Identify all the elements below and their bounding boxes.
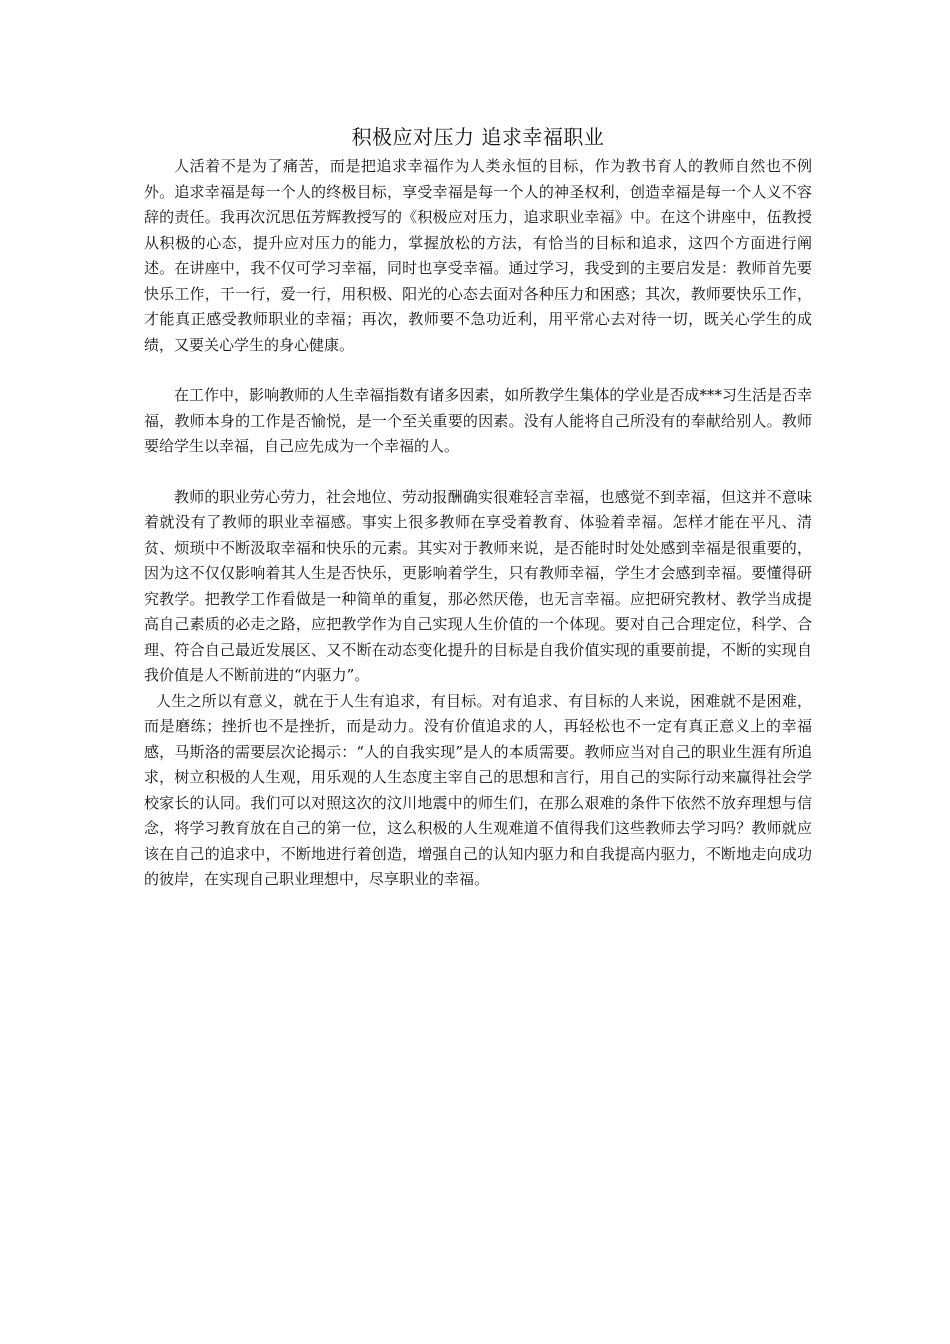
paragraph-teacher-happiness: 教师的职业劳心劳力，社会地位、劳动报酬确实很难轻言幸福，也感觉不到幸福，但这并不意味着就没有了教师的职业幸福感。事实上很多教师在享受着教育、体验着幸福。怎样才能在平凡、清贫、烦琐中不断汲取幸福和快乐的元素。其实对于教师来说，是否能时时处处感到幸福是很重要的，因为这不仅仅影响着其人生是否快乐，更影响着学生，只有教师幸福，学生才会感到幸福。要懂得研究教学。把教学工作看做是一种简单的重复，那必然厌倦，也无言幸福。应把研究教材、教学当成提高自己素质的必走之路，应把教学作为自己实现人生价值的一个体现。要对自己合理定位，科学、合理、符合自己最近发展区、又不断在动态变化提升的目标是自我价值实现的重要前提，不断的实现自我价值是人不断前进的“内驱力”。 bbox=[144, 487, 812, 684]
paragraph-spacer bbox=[144, 358, 812, 383]
paragraph-spacer bbox=[144, 460, 812, 485]
document-body bbox=[144, 122, 812, 893]
paragraph-intro: 人活着不是为了痛苦，而是把追求幸福作为人类永恒的目标，作为教书育人的教师自然也不例外。追求幸福是每一个人的终极目标，享受幸福是每一个人的神圣权利，创造幸福是每一个人义不容辞的责任。我再次沉思伍芳辉教授写的《积极应对压力，追求职业幸福》中。在这个讲座中，伍教授从积极的心态，提升应对压力的能力，掌握放松的方法，有恰当的目标和追求，这四个方面进行阐述。在讲座中，我不仅可学习幸福，同时也享受幸福。通过学习，我受到的主要启发是：教师首先要快乐工作，干一行，爱一行，用积极、阳光的心态去面对各种压力和困惑；其次，教师要快乐工作，才能真正感受教师职业的幸福；再次，教师要不急功近利，用平常心去对待一切，既关心学生的成绩，又要关心学生的身心健康。 bbox=[144, 157, 812, 354]
paragraph-life-meaning: 人生之所以有意义，就在于人生有追求，有目标。对有追求、有目标的人来说，困难就不是困难，而是磨练；挫折也不是挫折，而是动力。没有价值追求的人，再轻松也不一定有真正意义上的幸福感，马斯洛的需要层次论揭示：“人的自我实现”是人的本质需要。教师应当对自己的职业生涯有所追求，树立积极的人生观，用乐观的人生态度主宰自己的思想和言行，用自己的实际行动来赢得社会学校家长的认同。我们可以对照这次的汶川地震中的师生们，在那么艰难的条件下依然不放弃理想与信念，将学习教育放在自己的第一位，这么积极的人生观难道不值得我们这些教师去学习吗？教师就应该在自己的追求中，不断地进行着创造，增强自己的认知内驱力和自我提高内驱力，不断地走向成功的彼岸，在实现自己职业理想中，尽享职业的幸福。 bbox=[144, 691, 812, 888]
paragraph-work-factors: 在工作中，影响教师的人生幸福指数有诸多因素，如所教学生集体的学业是否成***习生活是否幸福，教师本身的工作是否愉悦，是一个至关重要的因素。没有人能将自己所没有的奉献给别人。教师要给学生以幸福，自己应先成为一个幸福的人。 bbox=[144, 386, 812, 455]
document-title: 积极应对压力 追求幸福职业 bbox=[351, 125, 605, 149]
